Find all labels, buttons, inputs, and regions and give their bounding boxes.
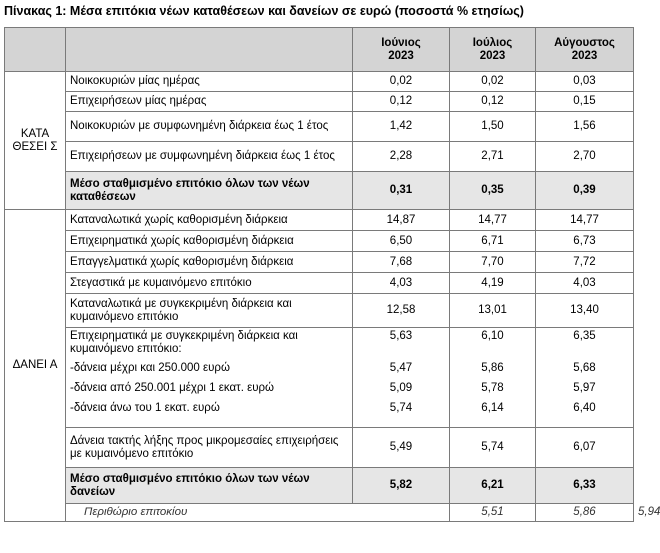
table-row: [5, 252, 634, 273]
value-cell: 6,14: [481, 402, 504, 414]
row-label: Νοικοκυριών με συμφωνημένη διάρκεια έως 1 έτος: [66, 112, 353, 142]
value-cell: 14,77: [536, 210, 634, 231]
value-cell: 1,42: [353, 112, 450, 142]
value-cell: 5,49: [353, 428, 450, 468]
loans-average-row: [5, 468, 634, 504]
header-august: Αύγουστος 2023: [536, 28, 634, 72]
value-cell-group: [353, 328, 450, 428]
loans-group-label: ΔΑΝΕΙ Α: [5, 210, 66, 522]
value-cell: 5,63: [389, 330, 413, 342]
table-row: [5, 92, 634, 112]
value-cell: 5,09: [389, 382, 413, 394]
value-cell: 4,03: [536, 273, 634, 294]
table-row: [5, 294, 634, 328]
value-cell: 6,10: [481, 330, 504, 342]
header-blank-cell: [66, 28, 353, 72]
row-label: Καταναλωτικά χωρίς καθορισμένη διάρκεια: [66, 210, 353, 231]
sub-row-label: -δάνεια άνω του 1 εκατ. ευρώ: [70, 402, 220, 414]
row-label: Επαγγελματικά χωρίς καθορισμένη διάρκεια: [66, 252, 353, 273]
value-cell: 0,02: [450, 72, 536, 92]
value-cell: 4,19: [450, 273, 536, 294]
interest-rate-table: [4, 27, 660, 522]
value-cell: 13,01: [450, 294, 536, 328]
value-cell: 6,71: [450, 231, 536, 252]
table-row: [5, 231, 634, 252]
value-cell: 5,74: [450, 428, 536, 468]
value-cell: 7,70: [450, 252, 536, 273]
value-cell: 0,03: [536, 72, 634, 92]
header-june: Ιούνιος 2023: [353, 28, 450, 72]
table-title: Πίνακας 1: Μέσα επιτόκια νέων καταθέσεων και δανείων σε ευρώ (ποσοστά % ετησίως): [4, 4, 524, 18]
value-cell: 7,68: [353, 252, 450, 273]
value-cell: 2,70: [536, 142, 634, 172]
value-cell: 5,86: [536, 504, 634, 522]
row-label: Επιχειρήσεων με συμφωνημένη διάρκεια έως 1 έτος: [66, 142, 353, 172]
value-cell: 1,50: [450, 112, 536, 142]
value-cell: 6,50: [353, 231, 450, 252]
value-cell: 0,12: [450, 92, 536, 112]
value-cell: 5,86: [481, 362, 504, 374]
table-row: [5, 273, 634, 294]
header-row: [5, 28, 634, 72]
header-july: Ιούλιος 2023: [450, 28, 536, 72]
value-cell: 5,74: [389, 402, 413, 414]
table-row: [5, 210, 634, 231]
value-cell: 0,39: [536, 172, 634, 210]
value-cell: 0,12: [353, 92, 450, 112]
sub-row-label: -δάνεια μέχρι και 250.000 ευρώ: [70, 362, 230, 374]
value-cell: 2,28: [353, 142, 450, 172]
value-cell: 4,03: [353, 273, 450, 294]
value-cell: 5,97: [573, 382, 596, 394]
value-cell: 0,35: [450, 172, 536, 210]
row-label: Καταναλωτικά με συγκεκριμένη διάρκεια και κυμαινόμενο επιτόκιο: [66, 294, 353, 328]
value-cell: 0,31: [353, 172, 450, 210]
interest-spread-row: Περιθώριο επιτοκίου 5,51 5,86 5,94: [5, 504, 634, 522]
value-cell: 0,15: [536, 92, 634, 112]
value-cell: 5,82: [353, 468, 450, 504]
business-loans-cell: [66, 328, 353, 428]
row-label: Επιχειρηματικά χωρίς καθορισμένη διάρκεια: [66, 231, 353, 252]
value-cell-group: [536, 328, 634, 428]
table-row: [5, 72, 634, 92]
value-cell: 5,47: [389, 362, 413, 374]
row-label: Δάνεια τακτής λήξης προς μικρομεσαίες επιχειρήσεις με κυμαινόμενο επιτόκιο: [66, 428, 353, 468]
value-cell: 6,40: [573, 402, 596, 414]
value-cell: 5,68: [573, 362, 596, 374]
spread-label: Περιθώριο επιτοκίου: [66, 504, 450, 522]
value-cell: 5,51: [450, 504, 536, 522]
value-cell: 2,71: [450, 142, 536, 172]
value-cell: 5,78: [481, 382, 504, 394]
value-cell: 1,56: [536, 112, 634, 142]
value-cell: 7,72: [536, 252, 634, 273]
value-cell: 14,87: [353, 210, 450, 231]
row-label: Μέσο σταθμισμένο επιτόκιο όλων των νέων δανείων: [66, 468, 353, 504]
value-cell: 6,07: [536, 428, 634, 468]
table-row: [5, 112, 634, 142]
deposits-average-row: [5, 172, 634, 210]
value-cell: 13,40: [536, 294, 634, 328]
deposits-group-label: ΚΑΤΑ ΘΕΣΕΙ Σ: [5, 72, 66, 210]
row-label: Επιχειρηματικά με συγκεκριμένη διάρκεια και κυμαινόμενο επιτόκιο:: [70, 330, 298, 355]
value-cell: 12,58: [353, 294, 450, 328]
sub-row-label: -δάνεια από 250.001 μέχρι 1 εκατ. ευρώ: [70, 382, 275, 394]
table-row: [5, 142, 634, 172]
row-label: Νοικοκυριών μίας ημέρας: [66, 72, 353, 92]
value-cell: 6,73: [536, 231, 634, 252]
business-loans-row: [5, 328, 634, 428]
table-row: [5, 428, 634, 468]
value-cell: 6,21: [450, 468, 536, 504]
value-cell: 6,35: [573, 330, 596, 342]
value-cell: 6,33: [536, 468, 634, 504]
row-label: Επιχειρήσεων μίας ημέρας: [66, 92, 353, 112]
value-cell: 0,02: [353, 72, 450, 92]
row-label: Στεγαστικά με κυμαινόμενο επιτόκιο: [66, 273, 353, 294]
value-cell: 14,77: [450, 210, 536, 231]
row-label: Μέσο σταθμισμένο επιτόκιο όλων των νέων καταθέσεων: [66, 172, 353, 210]
value-cell-group: [450, 328, 536, 428]
header-blank-cell: [5, 28, 66, 72]
